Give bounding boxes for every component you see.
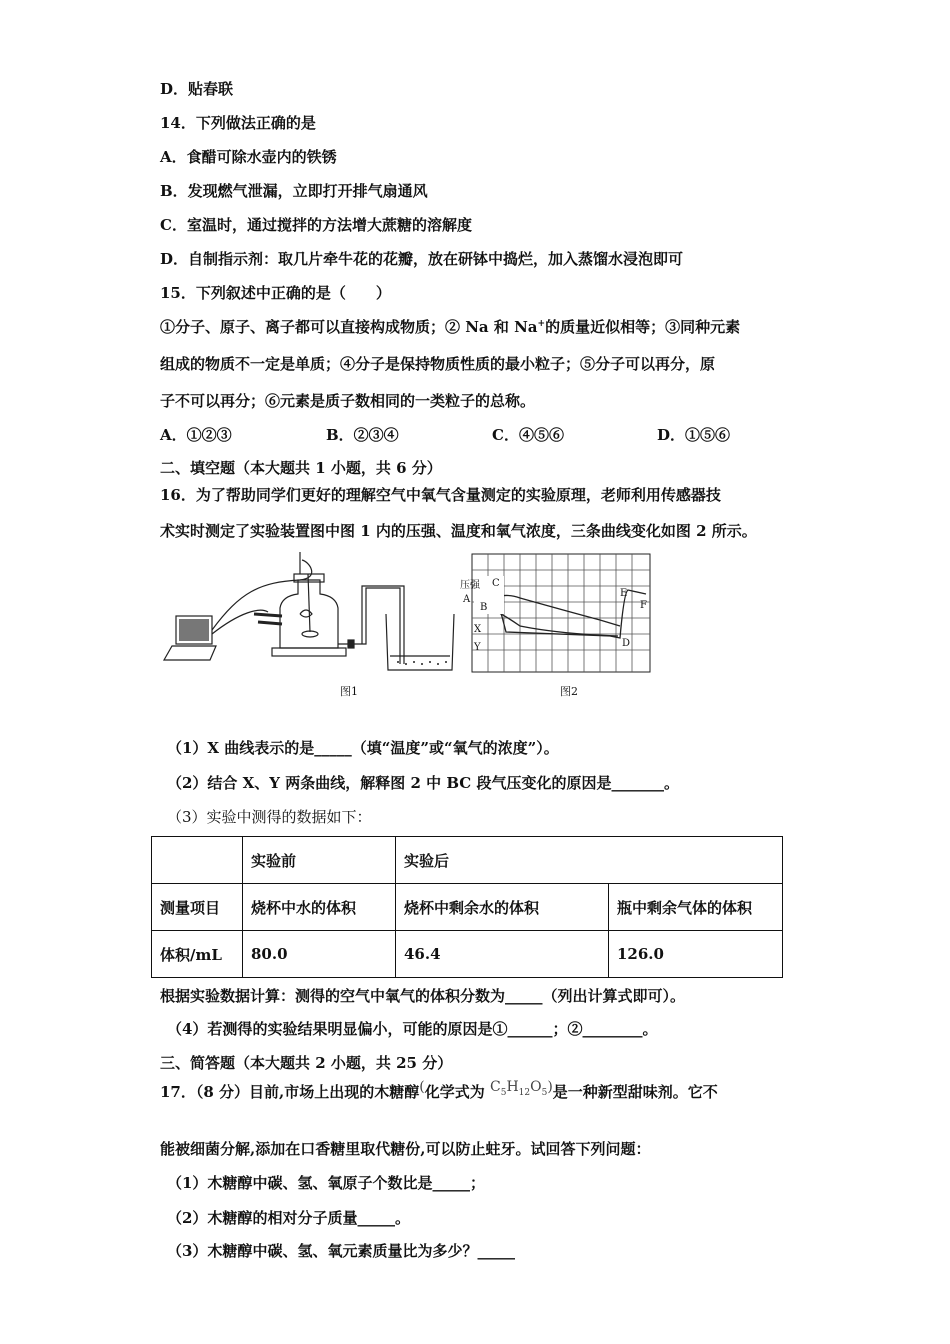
table-row	[152, 884, 783, 931]
q15-option-c: C．④⑤⑥	[492, 426, 564, 444]
q14-stem: 14．下列做法正确的是	[160, 114, 316, 132]
figure-2-caption: 图2	[560, 685, 578, 698]
table-row	[152, 931, 783, 978]
table-cell: 实验前	[243, 837, 396, 884]
section-3-title: 三、简答题（本大题共 2 小题，共 25 分）	[160, 1054, 453, 1072]
xylitol-formula: $C_5H_{12}O_5$)	[489, 1079, 553, 1098]
figure-1-apparatus	[160, 552, 460, 687]
table-cell: 烧杯中水的体积	[243, 884, 396, 931]
table-header-row	[152, 837, 783, 884]
q13-option-d: D．贴春联	[160, 80, 234, 98]
q17-stem-line1: 17．（8 分）目前,市场上出现的木糖醇(化学式为 $C_5H_{12}O_5$)是一种新型甜味剂。它不	[160, 1079, 718, 1101]
q16-sub1: （1）X 曲线表示的是_____（填“温度”或“氧气的浓度”）。	[167, 739, 559, 757]
q15-text-line1: ①分子、原子、离子都可以直接构成物质；② Na 和 Na+的质量近似相等；③同种元素	[160, 318, 741, 336]
q16-sub4: （4）若测得的实验结果明显偏小，可能的原因是①______；②________。	[167, 1020, 658, 1038]
fig2-label-c: C	[492, 578, 500, 589]
q16-stem-line1: 16．为了帮助同学们更好的理解空气中氧气含量测定的实验原理，老师利用传感器技	[160, 486, 721, 504]
table-cell: 实验后	[396, 837, 783, 884]
q14-option-b: B．发现燃气泄漏，立即打开排气扇通风	[160, 182, 428, 200]
table-cell: 烧杯中剩余水的体积	[396, 884, 609, 931]
q16-calc: 根据实验数据计算：测得的空气中氧气的体积分数为_____（列出计算式即可）。	[160, 987, 686, 1005]
q15-text-line2: 组成的物质不一定是单质；④分子是保持物质性质的最小粒子；⑤分子可以再分，原	[160, 355, 716, 373]
fig2-label-d: D	[622, 638, 631, 649]
figure-2-curves	[460, 552, 656, 677]
q14-option-c: C．室温时，通过搅拌的方法增大蔗糖的溶解度	[160, 216, 472, 234]
q17-sub2: （2）木糖醇的相对分子质量_____。	[167, 1209, 410, 1227]
q15-option-b: B．②③④	[326, 426, 399, 444]
fig2-label-f: F	[640, 600, 647, 611]
figure-1-caption: 图1	[340, 685, 358, 698]
q16-stem-line2: 术实时测定了实验装置图中图 1 内的压强、温度和氧气浓度，三条曲线变化如图 2 所示。	[160, 522, 757, 540]
q17-sub1: （1）木糖醇中碳、氢、氧原子个数比是_____；	[167, 1174, 485, 1192]
q15-option-a: A．①②③	[160, 426, 232, 444]
table-cell	[152, 837, 243, 884]
q16-sub2: （2）结合 X、Y 两条曲线，解释图 2 中 BC 段气压变化的原因是_______。	[167, 774, 679, 792]
q14-option-a: A．食醋可除水壶内的铁锈	[160, 148, 337, 166]
table-cell: 测量项目	[152, 884, 243, 931]
table-cell: 80.0	[243, 931, 396, 978]
q17-stem-line2: 能被细菌分解,添加在口香糖里取代糖份,可以防止蛀牙。试回答下列问题：	[160, 1140, 651, 1158]
experiment-data-table	[151, 836, 783, 978]
q17-sub3: （3）木糖醇中碳、氢、氧元素质量比为多少？_____	[167, 1242, 515, 1260]
q15-stem: 15．下列叙述中正确的是（ ）	[160, 284, 391, 302]
q14-option-d: D．自制指示剂：取几片牵牛花的花瓣，放在研钵中捣烂，加入蒸馏水浸泡即可	[160, 250, 684, 268]
fig2-label-x: X	[474, 624, 482, 635]
section-2-title: 二、填空题（本大题共 1 小题，共 6 分）	[160, 459, 442, 477]
fig2-label-a: A	[463, 594, 471, 605]
table-cell: 体积/mL	[152, 931, 243, 978]
fig2-label-pressure: 压强	[460, 580, 480, 591]
q16-sub3: （3）实验中测得的数据如下：	[167, 808, 372, 826]
table-cell: 126.0	[609, 931, 783, 978]
table-cell: 46.4	[396, 931, 609, 978]
fig2-label-e: E	[620, 588, 628, 599]
q15-text-line3: 子不可以再分；⑥元素是质子数相同的一类粒子的总称。	[160, 392, 536, 410]
fig2-label-b: B	[480, 602, 488, 613]
q15-option-d: D．①⑤⑥	[657, 426, 731, 444]
table-cell: 瓶中剩余气体的体积	[609, 884, 783, 931]
fig2-label-y: Y	[474, 642, 481, 653]
